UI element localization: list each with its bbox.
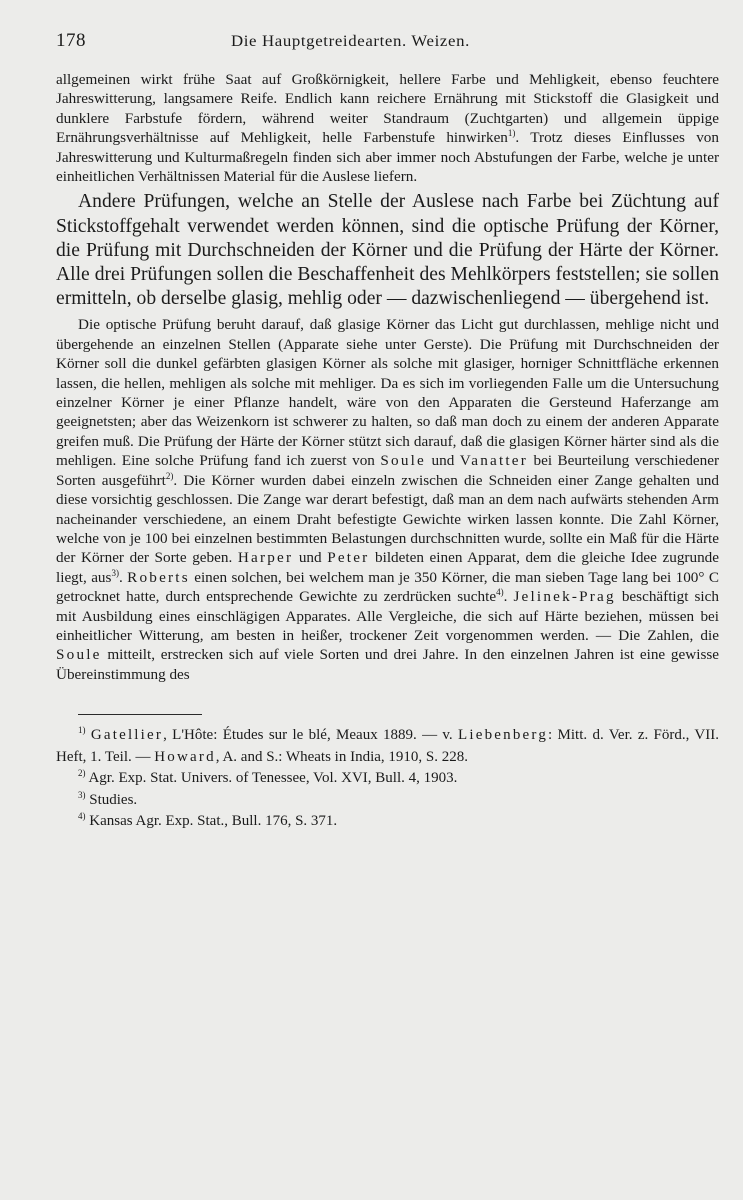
paragraph-continued xyxy=(56,70,719,186)
paragraph-text: und xyxy=(298,549,322,567)
paragraph-text: bei Beurteilung verschiedener Sorten ausgeführt xyxy=(56,452,720,489)
page-header xyxy=(56,30,719,56)
footnote-text: , A. and S.: Wheats in India, 1910, S. 228. xyxy=(215,748,468,765)
footnote xyxy=(56,768,719,790)
author-name: Gatellier xyxy=(90,727,164,744)
footnote-text: Studies. xyxy=(89,791,138,808)
paragraph-text: und xyxy=(431,452,455,470)
paragraph-small xyxy=(56,315,719,684)
paragraph-text: . xyxy=(118,568,123,586)
footnote-text: Agr. Exp. Stat. Univers. of Tenessee, Vol. XVI, Bull. 4, 1903. xyxy=(88,770,458,787)
footnote-ref: 2) xyxy=(165,470,174,481)
author-name: Liebenberg xyxy=(458,727,549,744)
paragraph-text: . Die Körner wurden dabei einzeln zwischen die Schneiden einer Zange gehalten und diese vorsichtig geschlossen. Die Zange war derart befestigt, daß man an dem nach aufwärts stehenden Arm nacheinander verschiedene, an einem Draht befestigte Gewichte wirken lassen konnte. Die Zahl Körner, welche von je 100 bei einzelnen bestimmten Belastungen durchschnitten wurde, sollte ein Maß für die Härte der Körner der Sorte geben. xyxy=(56,471,719,567)
footnote-text: Kansas Agr. Exp. Stat., Bull. 176, S. 371. xyxy=(89,813,338,830)
paragraph-text: . xyxy=(503,588,508,606)
author-name: Jelinek-Prag xyxy=(513,588,616,606)
paragraph-text: bildeten einen Apparat, dem die gleiche Idee zugrunde liegt, aus xyxy=(56,549,720,586)
footnote xyxy=(56,811,719,833)
footnote xyxy=(56,725,719,768)
page-number: 178 xyxy=(56,30,86,51)
paragraph-text: mitteilt, erstrecken sich auf viele Sorten und drei Jahre. In den einzelnen Jahren ist eine gewisse Übereinstimmung des xyxy=(56,646,720,683)
footnote-mark: 1) xyxy=(78,725,86,736)
footnote-mark: 4) xyxy=(78,811,86,822)
author-name: Harper xyxy=(237,549,294,567)
footnote-ref: 1) xyxy=(507,128,516,139)
author-name: Soule xyxy=(56,646,102,664)
paragraph-text: Die optische Prüfung beruht darauf, daß glasige Körner das Licht gut durchlassen, mehlige nicht und übergehende an einzelnen Stellen (Apparate siehe unter Gerste). Die Prüfung mit Durchschneiden der Körner soll die dunkel gefärbten glasigen Körner als solche mit glasiger, horniger Schnittfläche erkennen lassen, die hellen, mehligen als solche mit mehliger. Da es sich im vorliegenden Falle um die Untersuchung einzelner Körner je einer Pflanze handelt, wäre von den Apparaten die Gersteund Haferzange am geeignetsten; aber das Weizenkorn ist schwerer zu halten, so daß man doch zu einem der anderen Apparate greifen muß. Die Prüfung der Härte der Körner stützt sich darauf, daß die glasigen Körner härter sind als die mehligen. Eine solche Prüfung fand ich zuerst von xyxy=(56,316,719,470)
footnote-text: , L'Hôte: Études sur le blé, Meaux 1889. — v. xyxy=(163,727,453,744)
paragraph-text: allgemeinen wirkt frühe Saat auf Großkörnigkeit, hellere Farbe und Mehligkeit, ebenso feuchtere Jahreswitterung, langsamere Reife. Endlich kann reichere Ernährung mit Stickstoff die Glasigkeit und dunklere Farbstufe fördern, während weiter Standraum (Zuchtgarten) und allgemein üppige Ernährungsverhältnisse auf Mehligkeit, helle Farbenstufe hinwirken xyxy=(56,71,719,147)
footnote-divider xyxy=(78,714,202,715)
footnote-text: : Mitt. d. Ver. z. Förd., VII. Heft, 1. Teil. — xyxy=(56,727,720,765)
paragraph-large: Andere Prüfungen, welche an Stelle der Auslese nach Farbe bei Züchtung auf Stickstoffgehalt verwendet werden können, sind die optische Prüfung der Körner, die Prüfung mit Durchschneiden der Körner und die Prüfung der Härte der Körner. Alle drei Prüfungen sollen die Beschaffenheit des Mehlkörpers feststellen; sie sollen ermitteln, ob derselbe glasig, mehlig oder — dazwischenliegend — übergehend ist. xyxy=(56,191,719,310)
author-name: Soule xyxy=(380,452,426,470)
paragraph-text: einen solchen, bei welchem man je 350 Körner, die man sieben Tage lang bei 100° C getrocknet hatte, durch entsprechende Gewichte zu zerdrücken suchte xyxy=(56,568,720,606)
paragraph-text: . Trotz dieses Einflusses von Jahreswitterung und Kulturmaßregeln finden sich aber immer noch Abstufungen der Farbe, welche je unter einheitlichen Verhältnissen Material für die Auslese liefern. xyxy=(56,129,719,186)
author-name: Peter xyxy=(327,549,370,567)
paragraph-text: beschäftigt sich mit Ausbildung eines einschlägigen Apparates. Alle Vergleiche, die sich auf Härte beziehen, müssen bei einheitlicher Witterung, am besten in heißer, trockener Zeit vorgenommen werden. — Die Zahlen, die xyxy=(56,588,719,644)
footnote-ref: 3) xyxy=(111,567,119,578)
running-head: Die Hauptgetreidearten. Weizen. xyxy=(231,33,470,50)
author-name: Howard xyxy=(154,748,216,765)
footnote-ref: 4) xyxy=(496,587,504,598)
author-name: Vanatter xyxy=(459,452,528,470)
author-name: Roberts xyxy=(127,568,190,586)
footnote xyxy=(56,790,719,812)
footnote-mark: 2) xyxy=(78,768,86,779)
footnotes xyxy=(56,725,719,833)
footnote-mark: 3) xyxy=(78,789,86,800)
